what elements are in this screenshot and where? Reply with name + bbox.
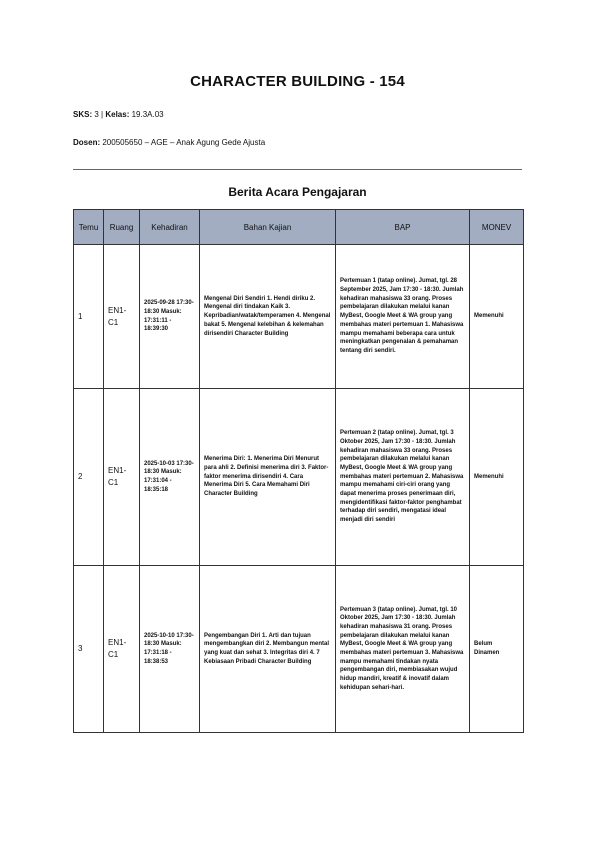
kehadiran-cell: 2025-10-03 17:30-18:30 Masuk: 17:31:04 - 18:35:18 — [140, 389, 200, 566]
column-header-temu: Temu — [74, 210, 104, 245]
table-row — [74, 389, 524, 566]
ruang-cell: EN1-C1 — [104, 389, 140, 566]
kelas-label: Kelas: — [105, 110, 130, 119]
monev-cell: Memenuhi — [470, 389, 524, 566]
temu-cell: 3 — [74, 566, 104, 733]
column-header-ruang: Ruang — [104, 210, 140, 245]
dosen-label: Dosen: — [73, 138, 101, 147]
table-row — [74, 245, 524, 389]
bahan-kajian-cell: Menerima Diri: 1. Menerima Diri Menurut para ahli 2. Definisi menerima diri 3. Faktor-faktor menerima dirisendiri 4. Cara Menerima Diri 5. Cara Memahami Diri Character Building — [200, 389, 336, 566]
monev-cell: Belum Dinamen — [470, 566, 524, 733]
lecturer-info — [73, 138, 265, 147]
kehadiran-cell: 2025-10-10 17:30-18:30 Masuk: 17:31:18 - 18:38:53 — [140, 566, 200, 733]
bap-cell: Pertemuan 2 (tatap online). Jumat, tgl. 3 Oktober 2025, Jam 17:30 - 18:30. Jumlah kehadiran mahasiswa 33 orang. Proses pembelajaran dilakukan melalui kanan MyBest, Google Meet & WA group yang membahas materi pertemuan 2. Mahasiswa mampu memahami ciri-ciri orang yang dapat menerima proses penerimaan diri, mengidentifikasi faktor-faktor penghambat terhadap diri sendiri, mengatasi ideal menjadi diri sendiri — [336, 389, 470, 566]
column-header-bap: BAP — [336, 210, 470, 245]
bap-cell: Pertemuan 3 (tatap online). Jumat, tgl. 10 Oktober 2025, Jam 17:30 - 18:30. Jumlah kehadiran mahasiswa 31 orang. Proses pembelajaran dilakukan melalui kanan MyBest, Google Meet & WA group yang membahas materi pertemuan 3. Mahasiswa mampu memahami tindakan nyata pengembangan diri, membiasakan wujud hidup mandiri, kreatif & inovatif dalam kehidupan sehari-hari. — [336, 566, 470, 733]
kehadiran-cell: 2025-09-28 17:30-18:30 Masuk: 17:31:11 - 18:39:30 — [140, 245, 200, 389]
kelas-value: 19.3A.03 — [131, 110, 164, 119]
sks-label: SKS: — [73, 110, 93, 119]
teaching-record-table — [73, 209, 524, 733]
table-row — [74, 566, 524, 733]
table-header-row — [74, 210, 524, 245]
ruang-cell: EN1-C1 — [104, 245, 140, 389]
column-header-monev: MONEV — [470, 210, 524, 245]
ruang-cell: EN1-C1 — [104, 566, 140, 733]
monev-cell: Memenuhi — [470, 245, 524, 389]
temu-cell: 2 — [74, 389, 104, 566]
course-meta — [73, 110, 164, 119]
bahan-kajian-cell: Mengenal Diri Sendiri 1. Hendi diriku 2. Mengenal diri tindakan Kaik 3. Kepribadian/watak/temperamen 4. Mengenal bakat 5. Mengenal kelebihan & kelemahan dirisendiri Character Building — [200, 245, 336, 389]
column-header-bahan-kajian: Bahan Kajian — [200, 210, 336, 245]
column-header-kehadiran: Kehadiran — [140, 210, 200, 245]
bahan-kajian-cell: Pengembangan Diri 1. Arti dan tujuan mengembangkan diri 2. Membangun mental yang kuat dan sehat 3. Integritas diri 4. 7 Kebiasaan Pribadi Character Building — [200, 566, 336, 733]
divider — [73, 169, 522, 170]
dosen-value: 200505650 – AGE – Anak Agung Gede Ajusta — [102, 138, 266, 147]
section-title: Berita Acara Pengajaran — [228, 185, 367, 199]
sks-value: 3 | — [94, 110, 106, 119]
temu-cell: 1 — [74, 245, 104, 389]
course-title: CHARACTER BUILDING - 154 — [190, 73, 405, 90]
bap-cell: Pertemuan 1 (tatap online). Jumat, tgl. 28 September 2025, Jam 17:30 - 18:30. Jumlah kehadiran mahasiswa 33 orang. Proses pembelajaran dilakukan melalui kanan MyBest, Google Meet & WA group yang membahas materi pertemuan 1. Mahasiswa mampu memahami beberapa cara untuk meningkatkan pengenalan & pemahaman tentang diri sendiri. — [336, 245, 470, 389]
